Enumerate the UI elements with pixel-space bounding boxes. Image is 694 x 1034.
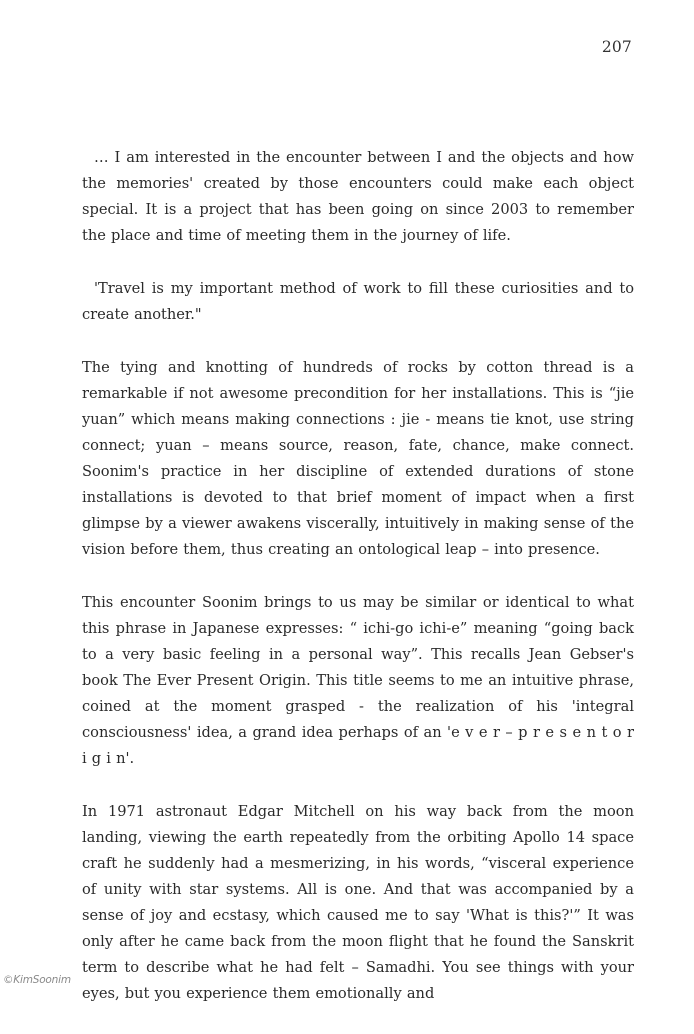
page-number: 207: [601, 38, 632, 56]
copyright-watermark: ©KimSoonim: [3, 974, 71, 986]
paragraph-2: [82, 276, 634, 328]
paragraph-2-text: 'Travel is my important method of work to fill these curiosities and to create another.": [82, 280, 634, 323]
paragraph-4: [82, 590, 634, 772]
paragraph-5-text: In 1971 astronaut Edgar Mitchell on his way back from the moon landing, viewing the earth repeatedly from the orbiting Apollo 14 space craft he suddenly had a mesmerizing, in his words, “visceral experience of unity with star systems. All is one. And that was accompanied by a sense of joy and ecstasy, which caused me to say 'What is this?'” It was only after he came back from the moon flight that he found the Sanskrit term to describe what he had felt – Samadhi. You see things with your eyes, but you experience them emotionally and: [82, 803, 634, 1002]
paragraph-1-text: … I am interested in the encounter between I and the objects and how the memories' created by those encounters could make each object special. It is a project that has been going on since 2003 to remember the place and time of meeting them in the journey of life.: [82, 149, 634, 244]
paragraph-4-text: This encounter Soonim brings to us may be similar or identical to what this phrase in Japanese expresses: “ ichi-go ichi-e” meaning “going back to a very basic feeling in a personal way”. This recalls Jean Gebser's book The Ever Present Origin. This title seems to me an intuitive phrase, coined at the moment grasped - the realization of his 'integral consciousness' idea, a grand idea perhaps of an 'e v e r – p r e s e n t o r i g i n'.: [82, 594, 634, 767]
paragraph-1: [82, 145, 634, 249]
paragraph-3: [82, 355, 634, 563]
article-body: [82, 145, 634, 1034]
paragraph-3-text: The tying and knotting of hundreds of rocks by cotton thread is a remarkable if not awesome precondition for her installations. This is “jie yuan” which means making connections : jie - means tie knot, use string connect; yuan – means source, reason, fate, chance, make connect. Soonim's practice in her discipline of extended durations of stone installations is devoted to that brief moment of impact when a first glimpse by a viewer awakens viscerally, intuitively in making sense of the vision before them, thus creating an ontological leap – into presence.: [82, 359, 634, 558]
paragraph-5: [82, 799, 634, 1007]
